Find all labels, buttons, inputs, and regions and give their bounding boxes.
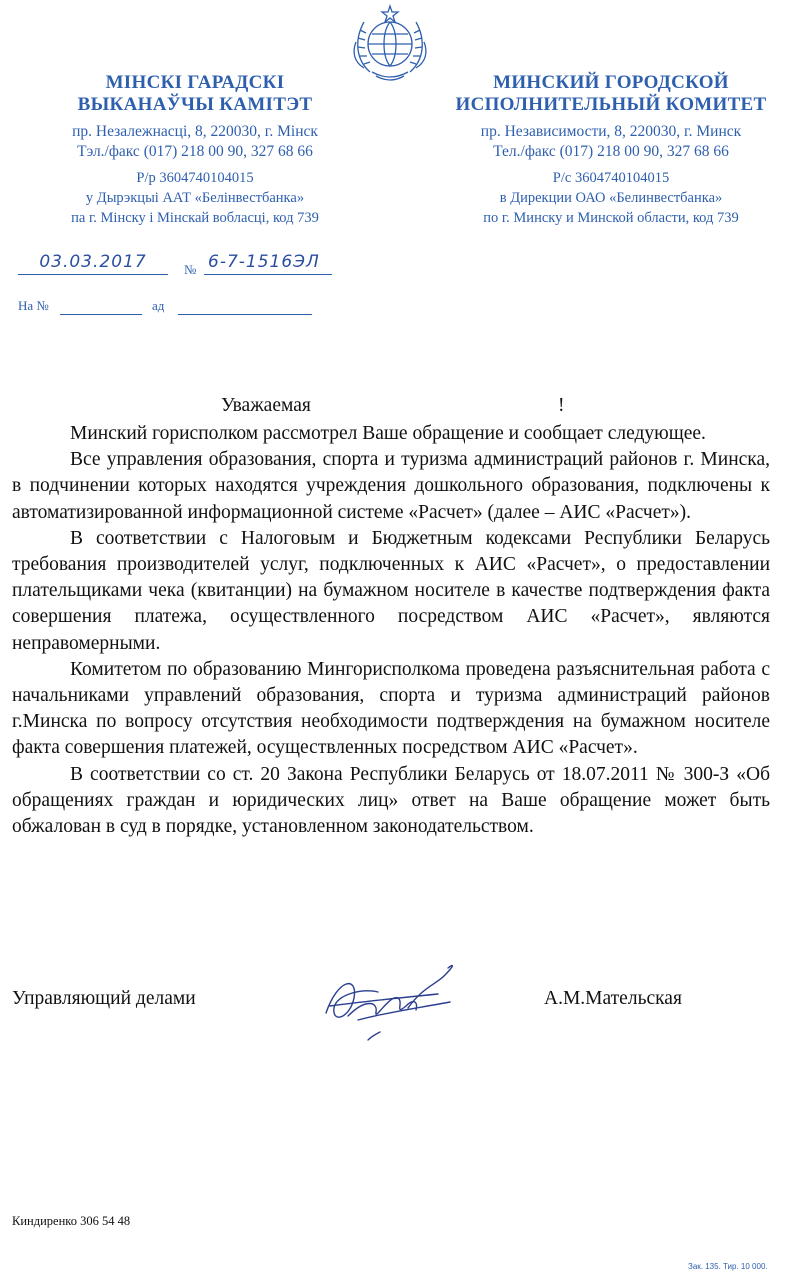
greeting-exclaim: !: [558, 395, 565, 416]
header-ru-account: Р/с 3604740104015: [552, 170, 670, 186]
header-ru-phone: Тел./факс (017) 218 00 90, 327 68 66: [493, 143, 729, 160]
header-by-title-2: ВЫКАНАЎЧЫ КАМІТЭТ: [77, 94, 313, 115]
registration-number: 6-7-1516ЭЛ: [208, 252, 320, 272]
registration-date: 03.03.2017: [39, 252, 147, 272]
paragraph-5: В соответствии со ст. 20 Закона Республики Беларусь от 18.07.2011 № 300-З «Об обращениях граждан и юридических лиц» ответ на Ваше обращение может быть обжалован в суд в порядке, установленном законодательством.: [12, 763, 770, 838]
paragraph-1: Минский горисполком рассмотрел Ваше обращение и сообщает следующее.: [70, 423, 706, 444]
header-by-address: пр. Незалежнасці, 8, 220030, г. Мінск: [72, 123, 318, 140]
header-ru: [415, 72, 787, 228]
header-ru-region: по г. Минску и Минской области, код 739: [483, 210, 739, 226]
registration-number-field: [204, 252, 332, 275]
signatory-name: А.М.Мательская: [544, 988, 682, 1009]
reference-number-line: [60, 314, 142, 315]
reference-from-label: ад: [152, 298, 165, 313]
header-by-account: Р/р 3604740104015: [136, 170, 254, 186]
paragraph-4: Комитетом по образованию Мингорисполкома проведена разъяснительная работа с начальниками управлений образования, спорта и туризма администраций районов г.Минска по вопросу отсутствия необходимости подтверждения на бумажном носителе факта совершения платежей, осуществленных посредством АИС «Расчет».: [12, 658, 770, 759]
handwritten-signature-icon: [318, 958, 468, 1048]
header-ru-title-1: МИНСКИЙ ГОРОДСКОЙ: [493, 72, 729, 93]
print-mark: Зак. 135. Тир. 10 000.: [688, 1262, 768, 1271]
header-ru-bank: в Дирекции ОАО «Белинвестбанка»: [499, 190, 723, 206]
header-ru-title-2: ИСПОЛНИТЕЛЬНЫЙ КОМИТЕТ: [455, 94, 767, 115]
reference-label: На №: [18, 298, 49, 313]
paragraph-3: В соответствии с Налоговым и Бюджетным кодексами Республики Беларусь требования производителей услуг, подключенных к АИС «Расчет», о предоставлении плательщиками чека (квитанции) на бумажном носителе в качестве подтверждения факта совершения платежа, осуществленного посредством АИС «Расчет», являются неправомерными.: [12, 527, 770, 654]
header-by-title-1: МІНСКІ ГАРАДСКІ: [105, 72, 285, 93]
header-by: [0, 72, 390, 228]
letter-body: [12, 421, 770, 840]
greeting-word: Уважаемая: [221, 395, 311, 416]
header-by-bank: у Дырэкцыі ААТ «Белінвестбанка»: [85, 190, 305, 206]
header-by-phone: Тэл./факс (017) 218 00 90, 327 68 66: [77, 143, 313, 160]
registration-number-sign: №: [184, 262, 197, 277]
header-ru-address: пр. Независимости, 8, 220030, г. Минск: [480, 123, 742, 140]
paragraph-2: Все управления образования, спорта и туризма администраций районов г. Минска, в подчинении которых находятся учреждения дошкольного образования, подключены к автоматизированной информационной системе «Расчет» (далее – АИС «Расчет»).: [12, 449, 770, 523]
registration-date-field: [18, 252, 168, 275]
header-by-region: па г. Мінску і Мінскай вобласці, код 739: [71, 210, 319, 226]
reference-date-line: [178, 314, 312, 315]
executor-contact: Киндиренко 306 54 48: [12, 1214, 131, 1228]
signatory-position: Управляющий делами: [12, 988, 196, 1009]
